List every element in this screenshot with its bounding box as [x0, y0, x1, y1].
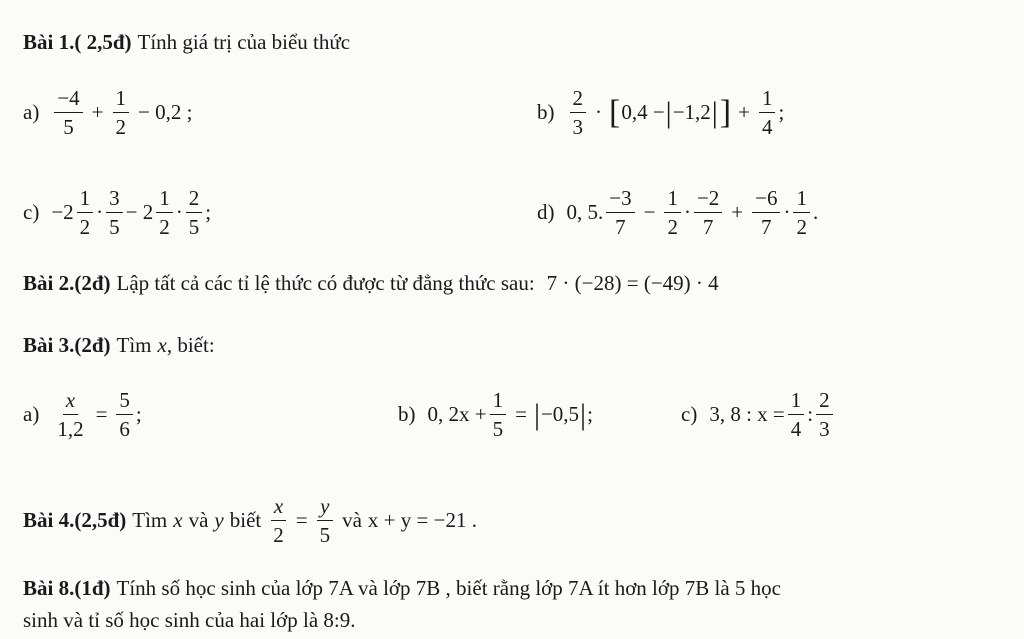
problem-1-title: Bài 1.( 2,5đ) — [23, 30, 132, 54]
punctuation: ; — [205, 200, 212, 225]
problem-8-text: Tính số học sinh của lớp 7A và lớp 7B , biết rằng lớp 7A ít hơn lớp 7B là 5 học — [116, 576, 781, 600]
item-label: c) — [23, 200, 40, 225]
operator: + — [731, 200, 744, 225]
item-label: a) — [23, 402, 40, 427]
problem-1a — [23, 86, 192, 139]
operator: = — [515, 402, 527, 427]
variable: y — [214, 508, 224, 533]
expression-part: 0,4 − — [621, 100, 665, 125]
operator: − 2 — [125, 200, 154, 225]
problem-8-line-1 — [23, 576, 781, 601]
whole-number: 0, 5. — [566, 200, 604, 225]
problem-4-text: biết — [229, 508, 262, 533]
operator: · — [175, 200, 183, 225]
variable: x — [173, 508, 183, 533]
operator: = — [295, 508, 308, 533]
problem-3c — [681, 388, 836, 441]
fraction: $\frac{-2}{7}$ — [694, 186, 722, 239]
punctuation: ; — [587, 402, 593, 427]
punctuation: . — [812, 200, 819, 225]
fraction: $\frac{-3}{7}$ — [606, 186, 634, 239]
abs-bar: | — [711, 95, 718, 129]
operator: + — [91, 100, 104, 125]
fraction: $\frac{x}{2}$ — [270, 494, 287, 547]
problem-4-text: và — [342, 508, 362, 533]
abs-bar: | — [533, 397, 540, 431]
problem-1-text: Tính giá trị của biểu thức — [137, 30, 351, 54]
expression-part: −0,5 — [540, 402, 580, 427]
item-label: b) — [537, 100, 555, 125]
operator: + — [738, 100, 750, 125]
problem-4-text: và — [188, 508, 209, 533]
operator: · — [683, 200, 691, 225]
problem-4 — [23, 494, 477, 547]
problem-4-title: Bài 4.(2,5đ) — [23, 508, 127, 533]
expression-part: −1,2 — [672, 100, 711, 125]
operator: · — [595, 100, 602, 125]
fraction: $\frac{1}{2}$ — [664, 186, 681, 239]
fraction: $\frac{y}{5}$ — [317, 494, 334, 547]
bracket: [ — [609, 93, 621, 131]
expression-tail: − 0,2 ; — [138, 100, 193, 125]
problem-3-heading — [23, 333, 215, 358]
problem-1d — [537, 186, 818, 239]
operator: · — [783, 200, 791, 225]
fraction: $\frac{1}{2}$ — [793, 186, 810, 239]
operator: − — [643, 200, 656, 225]
problem-3-text: , biết: — [166, 333, 215, 357]
whole-number: −2 — [51, 200, 74, 225]
expression-part: 3, 8 : x = — [709, 402, 785, 427]
problem-4-equation: x + y = −21 . — [367, 508, 477, 533]
operator: : — [807, 402, 814, 427]
fraction: $\frac{1}{4}$ — [788, 388, 805, 441]
operator: · — [96, 200, 104, 225]
problem-2-text: Lập tất cả các tỉ lệ thức có được từ đẳng thức sau: — [116, 271, 535, 295]
problem-2 — [23, 271, 719, 296]
problem-3a — [23, 388, 142, 441]
abs-bar: | — [665, 95, 672, 129]
fraction: $\frac{1}{2}$ — [77, 186, 94, 239]
problem-1c — [23, 186, 211, 239]
fraction: $\frac{5}{6}$ — [116, 388, 133, 441]
problem-3-title: Bài 3.(2đ) — [23, 333, 111, 357]
expression-part: 0, 2x + — [427, 402, 487, 427]
problem-1-heading — [23, 30, 350, 55]
problem-4-text: Tìm — [132, 508, 168, 533]
variable: x — [157, 333, 167, 357]
item-label: c) — [681, 402, 698, 427]
problem-8-text-2: sinh và tỉ số học sinh của hai lớp là 8:9. — [23, 608, 356, 632]
fraction: $\frac{3}{5}$ — [106, 186, 123, 239]
problem-2-equation: 7 · (−28) = (−49) · 4 — [546, 271, 719, 295]
fraction: $\frac{1}{2}$ — [156, 186, 173, 239]
fraction: $\frac{-4}{5}$ — [54, 86, 82, 139]
item-label: b) — [398, 402, 416, 427]
bracket: ] — [719, 93, 732, 131]
punctuation: ; — [135, 402, 142, 427]
fraction: $\frac{-6}{7}$ — [752, 186, 780, 239]
problem-8-line-2 — [23, 608, 355, 633]
problem-8-title: Bài 8.(1đ) — [23, 576, 111, 600]
problem-3b — [398, 388, 593, 441]
abs-bar: | — [580, 397, 587, 431]
operator: = — [95, 402, 108, 427]
item-label: a) — [23, 100, 40, 125]
problem-2-title: Bài 2.(2đ) — [23, 271, 111, 295]
fraction: $\frac{2}{3}$ — [570, 86, 587, 139]
problem-3-text: Tìm — [116, 333, 152, 357]
fraction: $\frac{2}{3}$ — [816, 388, 833, 441]
fraction: $\frac{1}{4}$ — [759, 86, 776, 139]
fraction: $\frac{x}{1,2}$ — [57, 388, 84, 442]
problem-1b — [537, 86, 784, 139]
fraction: $\frac{2}{5}$ — [186, 186, 203, 239]
punctuation: ; — [778, 100, 785, 125]
fraction: $\frac{1}{5}$ — [490, 388, 507, 441]
fraction: $\frac{1}{2}$ — [113, 86, 130, 139]
item-label: d) — [537, 200, 555, 225]
